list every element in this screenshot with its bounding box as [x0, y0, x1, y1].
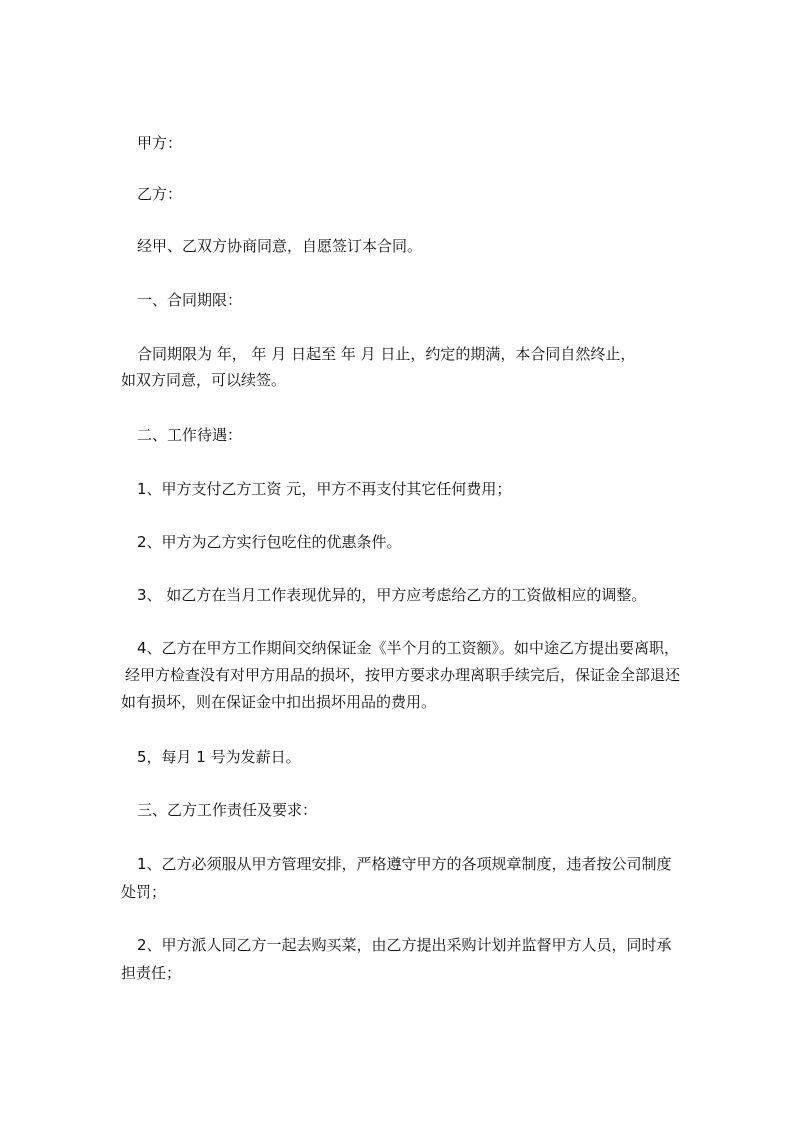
section-2-item-2: 2、甲方为乙方实行包吃住的优惠条件。 — [137, 533, 402, 551]
preamble-text: 经甲、乙双方协商同意，自愿签订本合同。 — [137, 237, 423, 255]
term-paragraph-line-2: 如双方同意，可以续签。 — [121, 371, 287, 389]
term-paragraph-line-1: 合同期限为 年， 年 月 日起至 年 月 日止，约定的期满，本合同自然终止， — [137, 345, 636, 363]
section-3-item-2-line-1: 2、甲方派人同乙方一起去购买菜，由乙方提出采购计划并监督甲方人员，同时承 — [137, 936, 672, 954]
section-3-item-1-line-2: 处罚； — [121, 883, 167, 901]
section-3-item-1-line-1: 1、乙方必须服从甲方管理安排，严格遵守甲方的各项规章制度，违者按公司制度 — [137, 855, 672, 873]
section-2-item-1: 1、甲方支付乙方工资 元，甲方不再支付其它任何费用； — [137, 480, 512, 498]
section-3-heading: 三、乙方工作责任及要求： — [137, 801, 318, 819]
section-2-heading: 二、工作待遇： — [137, 426, 243, 444]
section-2-item-3: 3、 如乙方在当月工作表现优异的，甲方应考虑给乙方的工资做相应的调整。 — [137, 586, 647, 604]
section-3-item-2-line-2: 担责任； — [121, 964, 182, 982]
section-2-item-4-line-2: 经甲方检查没有对甲方用品的损坏，按甲方要求办理离职手续完后，保证金全部退还 — [125, 666, 681, 684]
section-2-item-4-line-1: 4、乙方在甲方工作期间交纳保证金《半个月的工资额》。如中途乙方提出要离职， — [137, 639, 680, 657]
section-2-item-5: 5，每月 1 号为发薪日。 — [137, 748, 301, 766]
party-b-label: 乙方： — [137, 185, 183, 203]
section-1-heading: 一、合同期限： — [137, 291, 243, 309]
section-2-item-4-line-3: 如有损坏，则在保证金中扣出损坏用品的费用。 — [121, 693, 437, 711]
party-a-label: 甲方： — [137, 134, 183, 152]
